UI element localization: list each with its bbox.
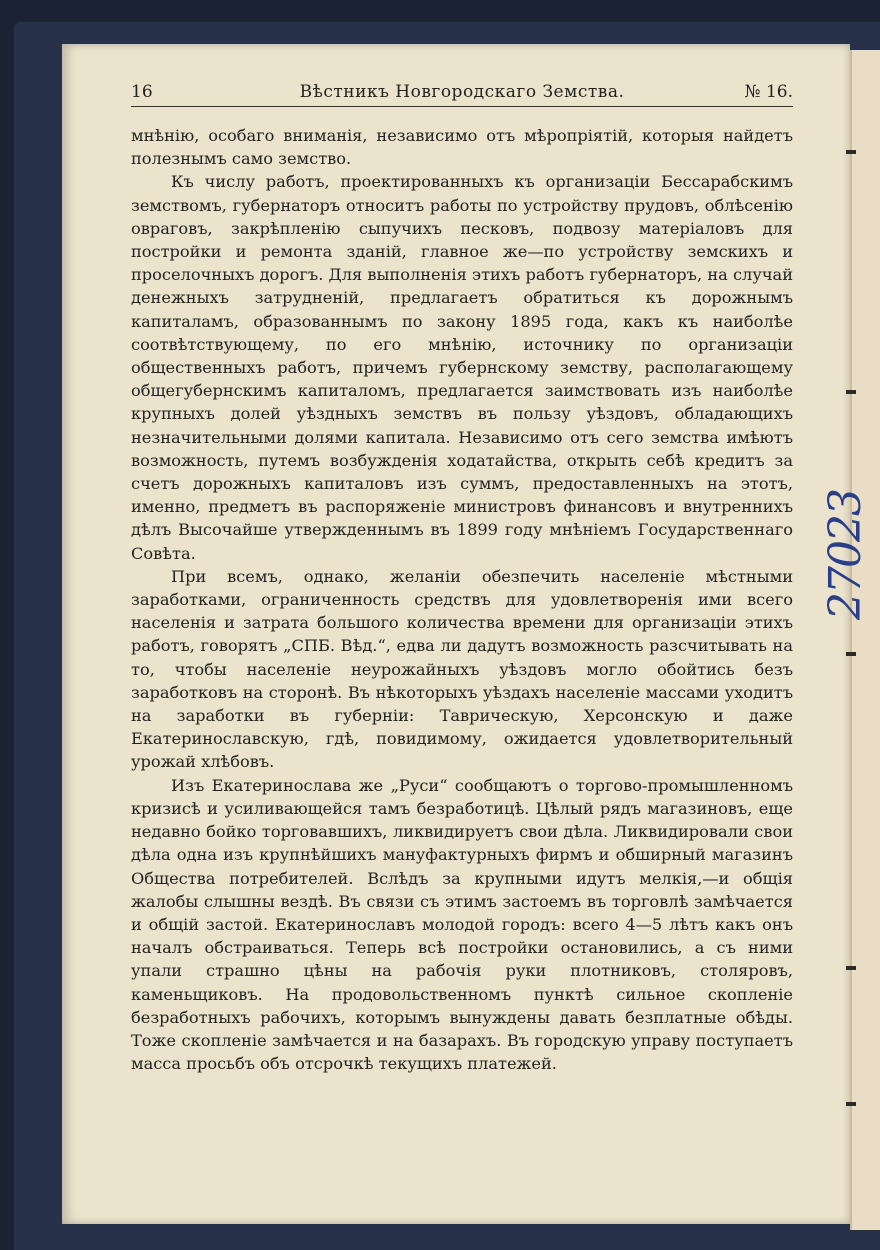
binding-stitch — [846, 652, 856, 656]
binding-stitch — [846, 390, 856, 394]
paragraph: При всемъ, однако, желаніи обезпечить населеніе мѣстными заработками, ограниченность средствъ для удовлетворенія ими всего населенія и затрата большого количества времени для организаціи этихъ работъ, говорятъ „СПБ. Вѣд.“, едва ли дадутъ возможность разсчитывать на то, чтобы населеніе неурожайныхъ уѣздовъ могло обойтись безъ заработковъ на сторонѣ. Въ нѣкоторыхъ уѣздахъ населеніе массами уходитъ на заработки въ губерніи: Таврическую, Херсонскую и даже Екатеринославскую, гдѣ, повидимому, ожидается удовлетворительный урожай хлѣбовъ. — [131, 566, 793, 772]
paragraph: Изъ Екатеринослава же „Руси“ сообщаютъ о торгово-промышленномъ кризисѣ и усиливающейся тамъ безработицѣ. Цѣлый рядъ магазиновъ, еще недавно бойко торговавшихъ, ликвидируетъ свои дѣла. Ликвидировали свои дѣла одна изъ крупнѣйшихъ мануфактурныхъ фирмъ и обширный магазинъ Общества потребителей. Вслѣдъ за крупными идутъ мелкія,—и общія жалобы слышны вездѣ. Въ связи съ этимъ застоемъ въ торговлѣ замѣчается и общій застой. Екатеринославъ молодой городъ: всего 4—5 лѣтъ какъ онъ началъ обстраиваться. Теперь всѣ постройки остановились, а съ ними упали страшно цѣны на рабочія руки плотниковъ, столяровъ, каменьщиковъ. На продовольственномъ пунктѣ сильное скопленіе безработныхъ рабочихъ, которымъ вынуждены давать безплатные обѣды. Тоже скопленіе замѣчается и на базарахъ. Въ городскую управу поступаетъ масса просьбъ объ отсрочкѣ текущихъ платежей. — [131, 775, 793, 1074]
handwritten-inventory-number: 27023 — [820, 490, 871, 620]
binding-stitch — [846, 150, 856, 154]
paragraph: Къ числу работъ, проектированныхъ къ организаціи Бессарабскимъ земствомъ, губернаторъ относитъ работы по устройству прудовъ, облѣсенію овраговъ, закрѣпленію сыпучихъ песковъ, подвозу матеріаловъ для постройки и ремонта зданій, главное же—по устройству земскихъ и проселочныхъ дорогъ. Для выполненія этихъ работъ губернаторъ, на случай денежныхъ затрудненій, предлагаетъ обратиться къ дорожнымъ капиталамъ, образованнымъ по закону 1895 года, какъ къ наиболѣе соотвѣтствующему, по его мнѣнію, источнику по организаціи общественныхъ работъ, причемъ губернскому земству, располагающему общегубернскимъ капиталомъ, предлагается заимствовать изъ наиболѣе крупныхъ долей уѣздныхъ земствъ въ пользу уѣздовъ, обладающихъ незначительными долями капитала. Независимо отъ сего земства имѣютъ возможность, путемъ возбужденія ходатайства, открыть себѣ кредитъ за счетъ дорожныхъ капиталовъ изъ суммъ, предоставленныхъ на этотъ, именно, предметъ въ распоряженіе министровъ финансовъ и внутреннихъ дѣлъ Высочайше утвержденнымъ въ 1899 году мнѣніемъ Государственнаго Совѣта. — [131, 172, 793, 563]
paragraph: мнѣнію, особаго вниманія, независимо отъ мѣропріятій, которыя найдетъ полезнымъ само земство. — [131, 126, 793, 169]
journal-title: Вѣстникъ Новгородскаго Земства. — [299, 82, 625, 102]
article-body — [131, 124, 793, 1075]
binding-stitch — [846, 966, 856, 970]
running-header — [131, 78, 793, 108]
issue-number: № 16. — [744, 82, 793, 102]
facing-page-edge — [850, 50, 880, 1230]
page-number: 16 — [131, 82, 153, 102]
header-rule — [131, 106, 793, 107]
binding-stitch — [846, 1102, 856, 1106]
